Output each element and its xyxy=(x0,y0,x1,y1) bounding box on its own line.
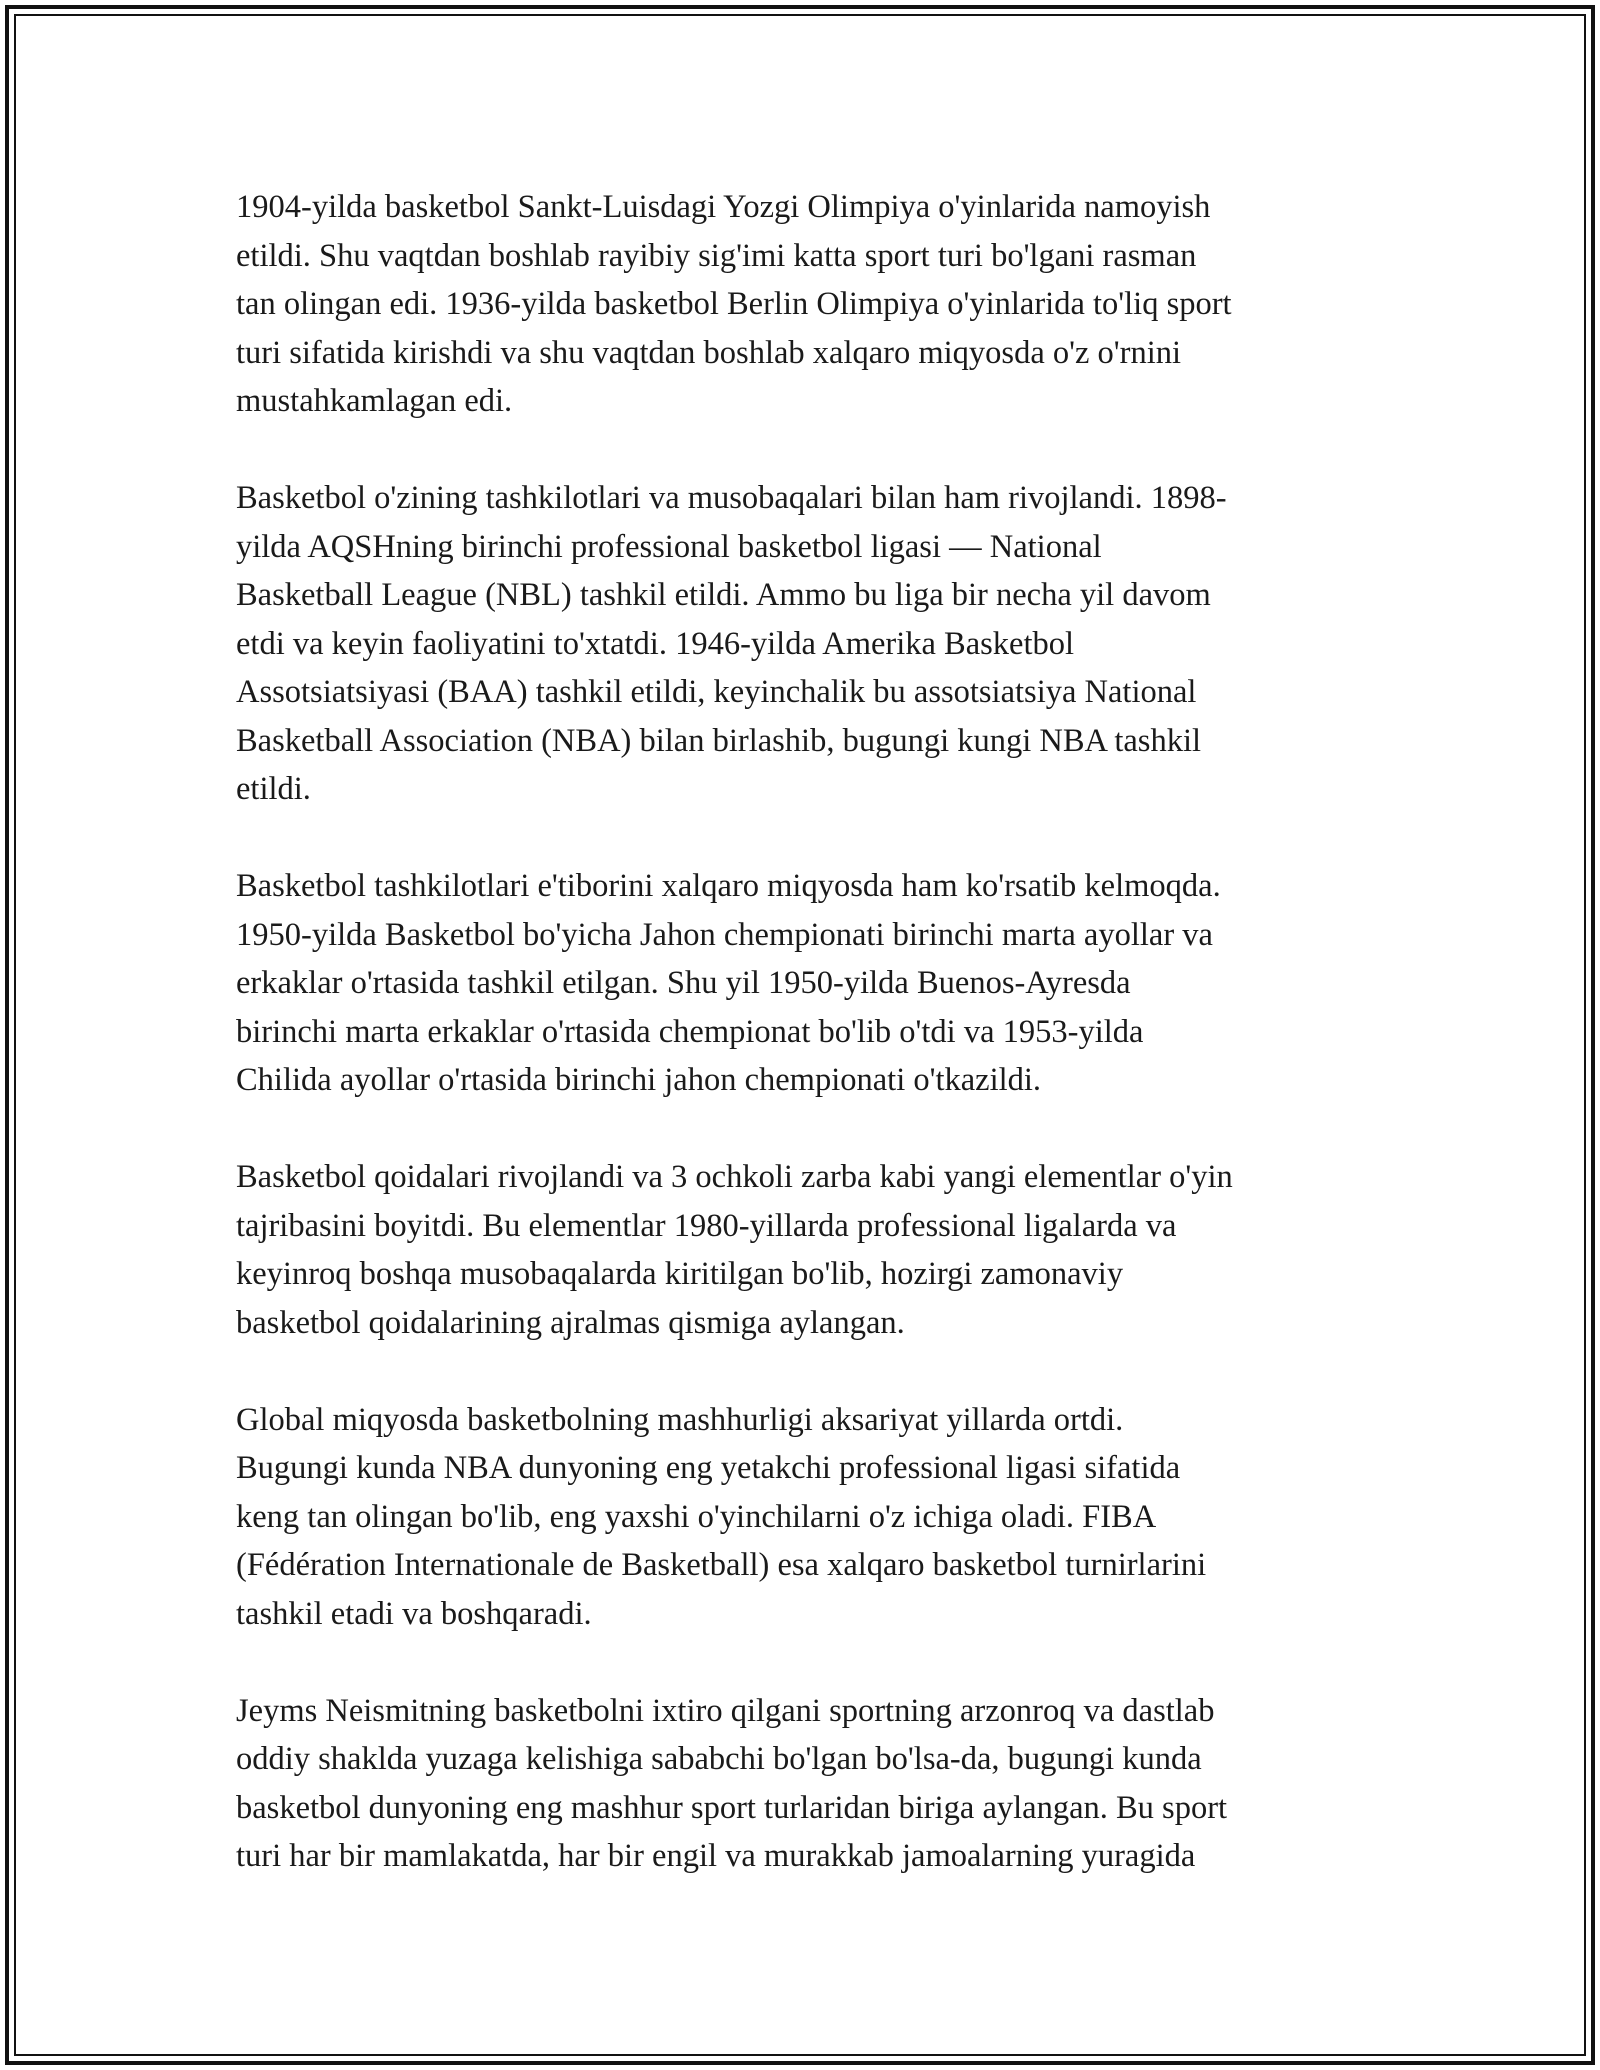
text-line: erkaklar o'rtasida tashkil etilgan. Shu yil 1950-yilda Buenos-Ayresda xyxy=(236,965,1131,1001)
text-line: keyinroq boshqa musobaqalarda kiritilgan bo'lib, hozirgi zamonaviy xyxy=(236,1256,1124,1292)
paragraph-rules xyxy=(236,1153,1366,1347)
text-line: Bugungi kunda NBA dunyoning eng yetakchi professional ligasi sifatida xyxy=(236,1450,1181,1486)
text-line: mustahkamlagan edi. xyxy=(236,383,513,419)
text-line: Global miqyosda basketbolning mashhurligi aksariyat yillarda ortdi. xyxy=(236,1401,1124,1438)
text-line: tashkil etadi va boshqaradi. xyxy=(236,1595,592,1632)
text-line: keng tan olingan bo'lib, eng yaxshi o'yinchilarni o'z ichiga oladi. FIBA xyxy=(236,1498,1157,1535)
text-line: Assotsiatsiyasi (BAA) tashkil etildi, keyinchalik bu assotsiatsiya National xyxy=(236,674,1197,710)
text-line: tajribasini boyitdi. Bu elementlar 1980-yillarda professional ligalarda va xyxy=(236,1207,1177,1244)
text-line: Basketball League (NBL) tashkil etildi. Ammo bu liga bir necha yil davom xyxy=(236,577,1211,613)
document-body xyxy=(236,183,1366,1929)
text-line: Basketbol tashkilotlari e'tiborini xalqaro miqyosda ham ko'rsatib kelmoqda. xyxy=(236,868,1221,904)
text-line: Jeyms Neismitning basketbolni ixtiro qilgani sportning arzonroq va dastlab xyxy=(236,1692,1215,1729)
text-line: etdi va keyin faoliyatini to'xtatdi. 1946-yilda Amerika Basketbol xyxy=(236,625,1075,662)
text-line: Chilida ayollar o'rtasida birinchi jahon chempionati o'tkazildi. xyxy=(236,1062,1042,1098)
paragraph-world-championship xyxy=(236,862,1366,1105)
paragraph-olympics xyxy=(236,183,1366,426)
paragraph-naismith xyxy=(236,1687,1366,1881)
paragraph-popularity xyxy=(236,1396,1366,1639)
text-line: (Fédération Internationale de Basketball) esa xalqaro basketbol turnirlarini xyxy=(236,1547,1207,1583)
text-line: Basketball Association (NBA) bilan birlashib, bugungi kungi NBA tashkil xyxy=(236,722,1202,759)
text-line: etildi. Shu vaqtdan boshlab rayibiy sig'imi katta sport turi bo'lgani rasman xyxy=(236,237,1197,274)
text-line: oddiy shaklda yuzaga kelishiga sababchi bo'lgan bo'lsa-da, bugungi kunda xyxy=(236,1741,1202,1777)
text-line: 1950-yilda Basketbol bo'yicha Jahon chempionati birinchi marta ayollar va xyxy=(236,916,1213,953)
text-line: etildi. xyxy=(236,771,311,807)
text-line: Basketbol qoidalari rivojlandi va 3 ochkoli zarba kabi yangi elementlar o'yin xyxy=(236,1159,1233,1195)
text-line: basketbol dunyoning eng mashhur sport turlaridan biriga aylangan. Bu sport xyxy=(236,1789,1228,1826)
text-line: yilda AQSHning birinchi professional basketbol ligasi — National xyxy=(236,528,1102,565)
text-line: Basketbol o'zining tashkilotlari va musobaqalari bilan ham rivojlandi. 1898- xyxy=(236,480,1227,516)
text-line: 1904-yilda basketbol Sankt-Luisdagi Yozgi Olimpiya o'yinlarida namoyish xyxy=(236,189,1211,225)
text-line: turi sifatida kirishdi va shu vaqtdan boshlab xalqaro miqyosda o'z o'rnini xyxy=(236,334,1182,371)
text-line: basketbol qoidalarining ajralmas qismiga aylangan. xyxy=(236,1304,905,1341)
text-line: birinchi marta erkaklar o'rtasida chempionat bo'lib o'tdi va 1953-yilda xyxy=(236,1013,1144,1050)
paragraph-organizations xyxy=(236,474,1366,814)
text-line: turi har bir mamlakatda, har bir engil va murakkab jamoalarning yuragida xyxy=(236,1838,1196,1874)
text-line: tan olingan edi. 1936-yilda basketbol Berlin Olimpiya o'yinlarida to'liq sport xyxy=(236,286,1232,322)
